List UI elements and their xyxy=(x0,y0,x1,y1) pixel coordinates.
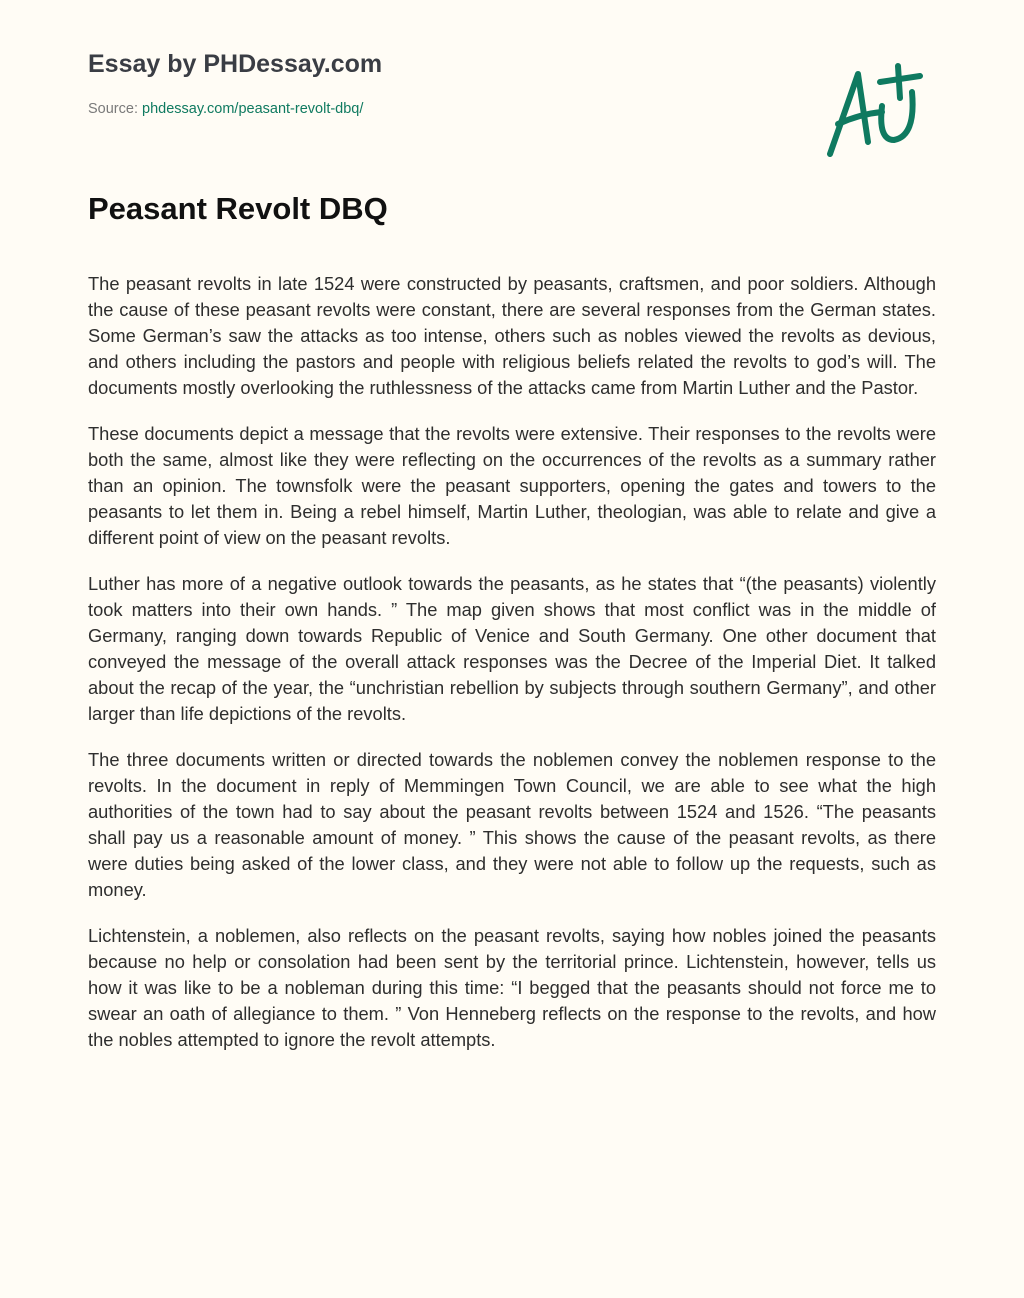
paragraph: These documents depict a message that the revolts were extensive. Their responses to the revolts were both the same, almost like they were reflecting on the occurrences of the revolts as a summary rather than an opinion. The townsfolk were the peasant supporters, opening the gates and towers to the peasants to let them in. Being a rebel himself, Martin Luther, theologian, was able to relate and give a different point of view on the peasant revolts. xyxy=(88,423,936,548)
source-link[interactable]: phdessay.com/peasant-revolt-dbq/ xyxy=(142,101,364,117)
paragraph: The three documents written or directed towards the noblemen convey the noblemen response to the revolts. In the document in reply of Memmingen Town Council, we are able to see what the high authorities of the town had to say about the peasant revolts between 1524 and 1526. “The peasants shall pay us a reasonable amount of money. ” This shows the cause of the peasant revolts, as there were duties being asked of the lower class, and they were not able to follow up the requests, such as money. xyxy=(88,749,936,900)
paragraph: Luther has more of a negative outlook towards the peasants, as he states that “(the peasants) violently took matters into their own hands. ” The map given shows that most conflict was in the middle of Germany, ranging down towards Republic of Venice and South Germany. One other document that conveyed the message of the overall attack responses was the Decree of the Imperial Diet. It talked about the recap of the year, the “unchristian rebellion by subjects through southern Germany”, and other larger than life depictions of the revolts. xyxy=(88,573,936,724)
source-label: Source: xyxy=(88,101,138,117)
source-line xyxy=(88,101,363,117)
paragraph: Lichtenstein, a noblemen, also reflects on the peasant revolts, saying how nobles joined the peasants because no help or consolation had been sent by the territorial prince. Lichtenstein, however, tells us how it was like to be a nobleman during this time: “I begged that the peasants should not force me to swear an oath of allegiance to them. ” Von Henneberg reflects on the response to the revolts, and how the nobles attempted to ignore the revolt attempts. xyxy=(88,925,936,1050)
essay-title: Peasant Revolt DBQ xyxy=(88,191,388,226)
essay-body xyxy=(88,271,936,1073)
a-plus-logo-icon xyxy=(820,62,930,162)
paragraph: The peasant revolts in late 1524 were constructed by peasants, craftsmen, and poor soldiers. Although the cause of these peasant revolts were constant, there are several responses from the German states. Some German’s saw the attacks as too intense, others such as nobles viewed the revolts as devious, and others including the pastors and people with religious beliefs related the revolts to god’s will. The documents mostly overlooking the ruthlessness of the attacks came from Martin Luther and the Pastor. xyxy=(88,273,936,398)
site-brand: Essay by PHDessay.com xyxy=(88,50,383,78)
